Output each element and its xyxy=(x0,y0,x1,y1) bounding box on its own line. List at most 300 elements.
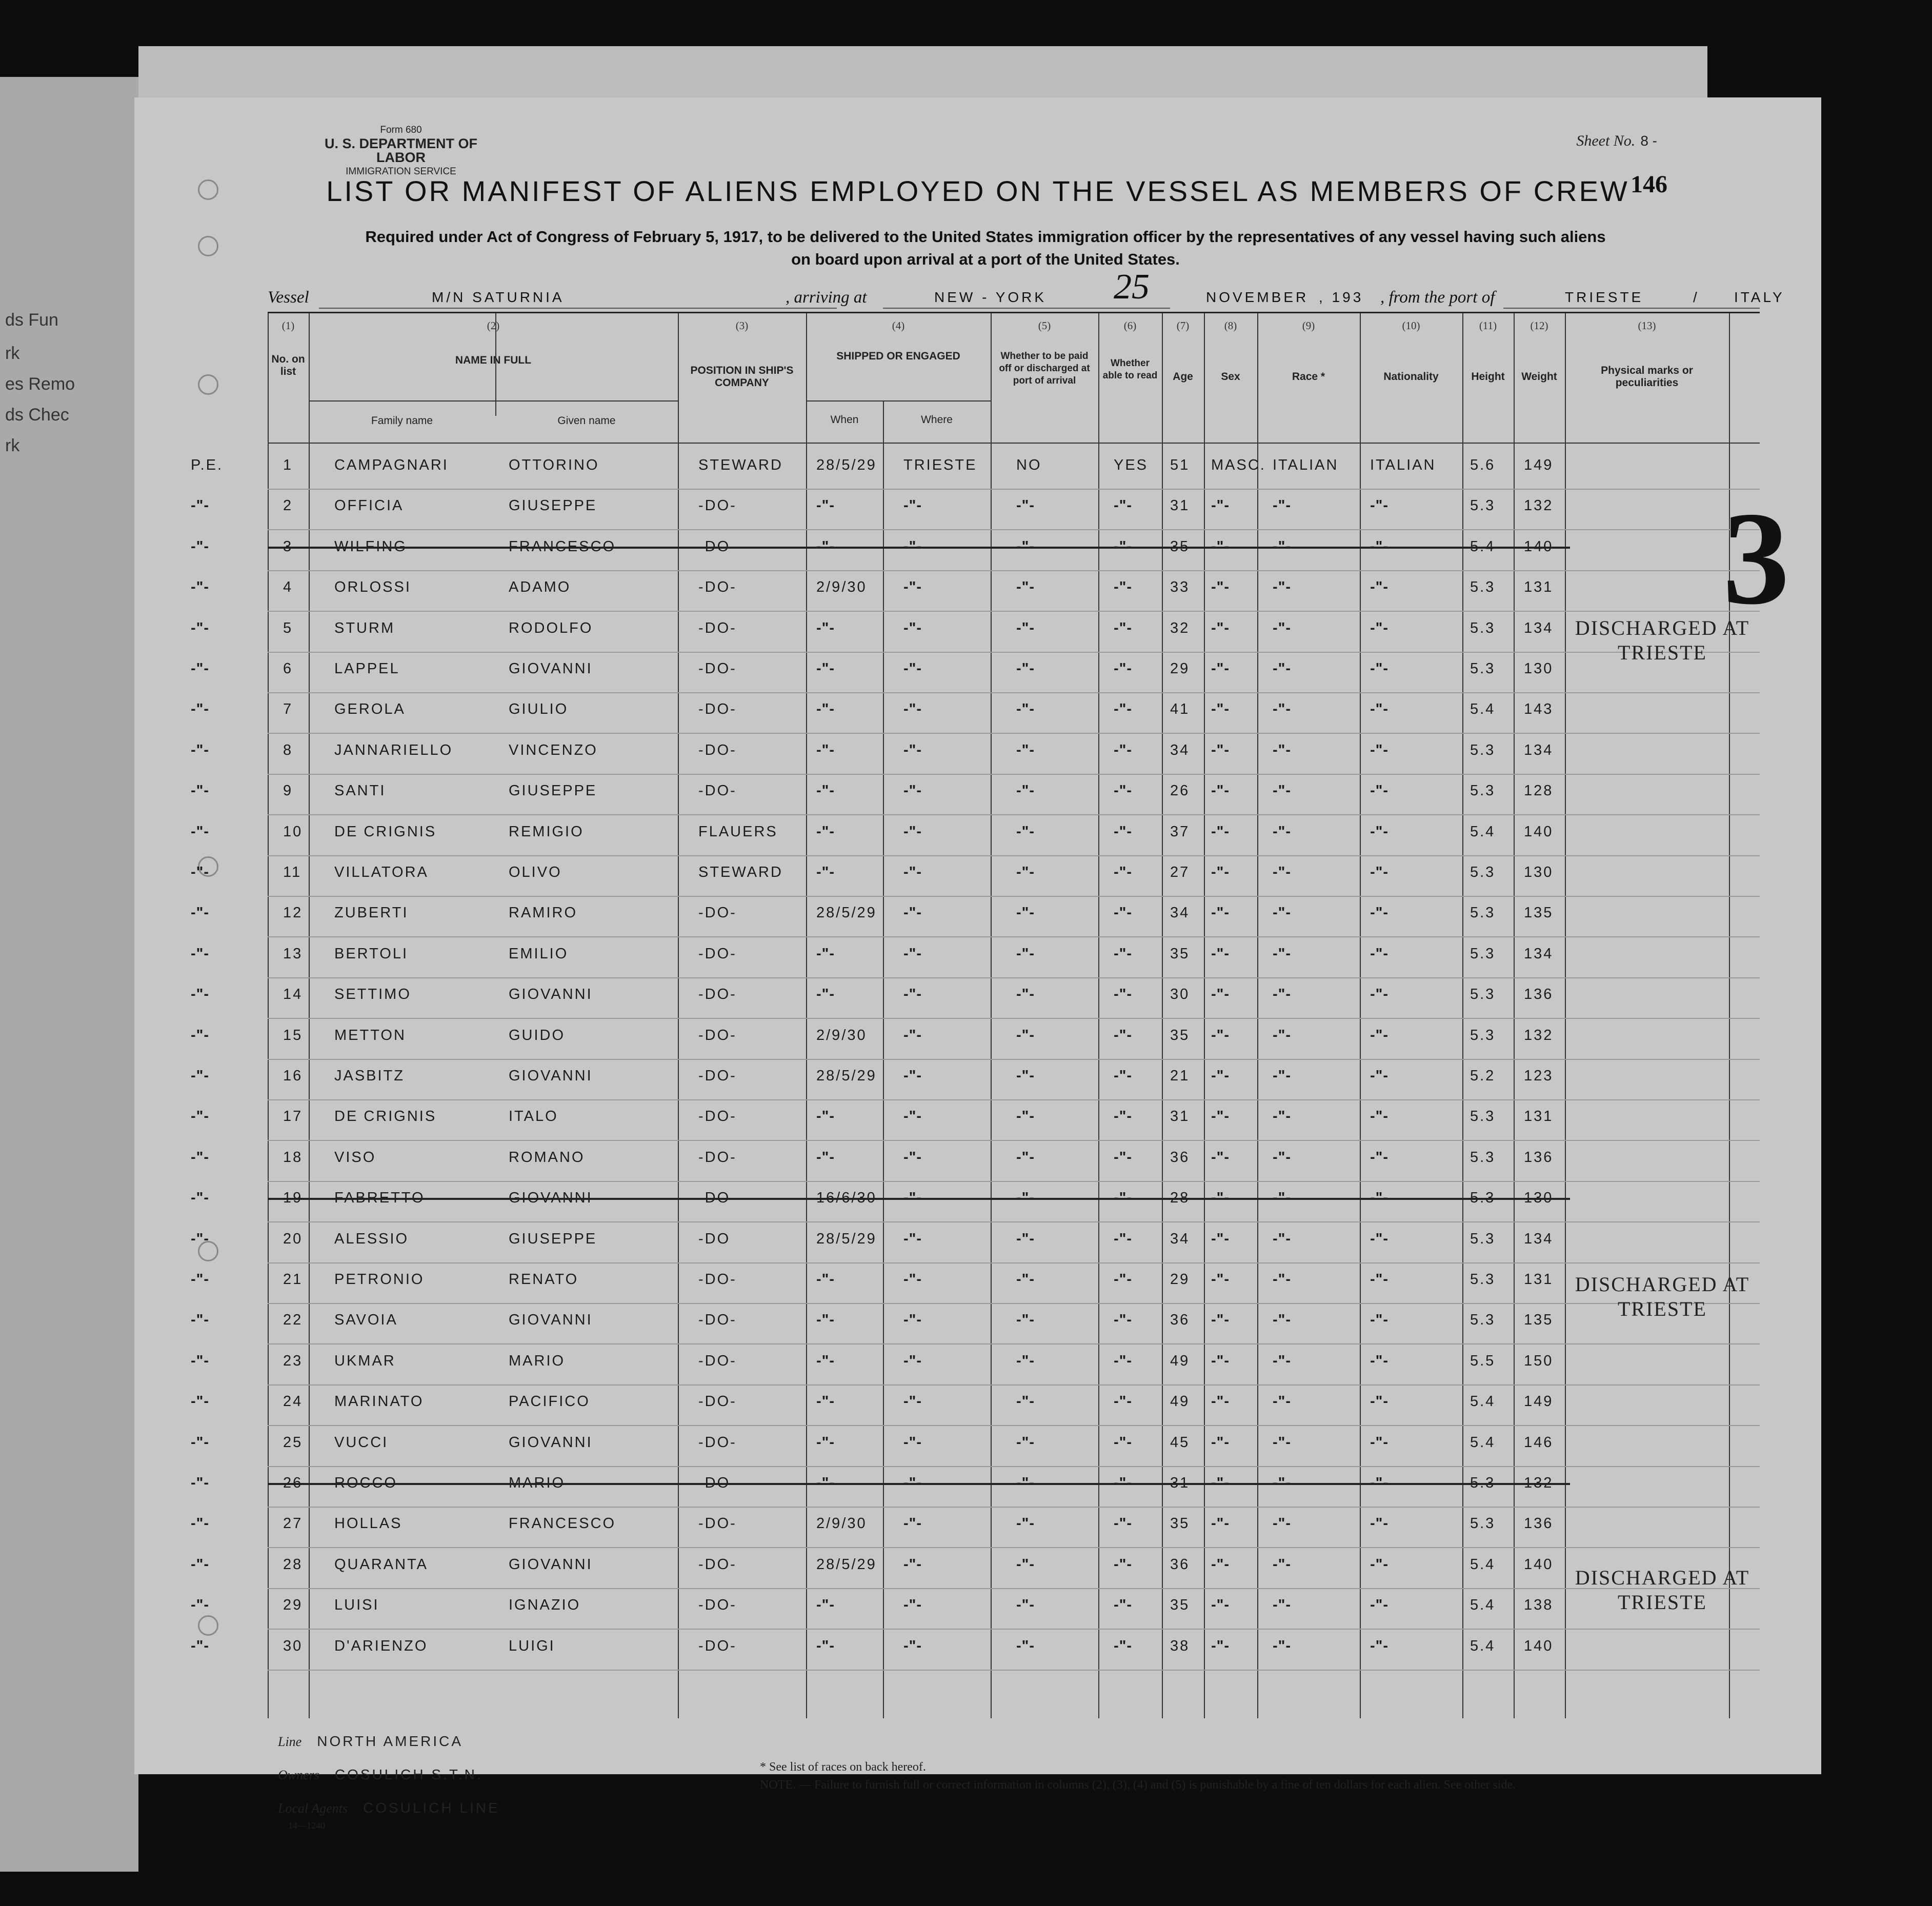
given-name-cell: RODOLFO xyxy=(509,619,593,636)
race-cell: -"- xyxy=(1273,1068,1292,1084)
shipped-where-cell: -"- xyxy=(903,1515,922,1532)
sex-cell: -"- xyxy=(1211,1637,1230,1654)
row-number-cell: 7 xyxy=(283,701,293,718)
adjacent-page-strip xyxy=(0,77,138,1872)
weight-cell: 149 xyxy=(1524,457,1554,473)
col-number: (11) xyxy=(1479,319,1497,332)
shipped-when-cell: 28/5/29 xyxy=(816,1068,877,1084)
subtitle-line: Required under Act of Congress of February 5, 1917, to be delivered to the United States immigration officer by the representatives of any vessel having such aliens xyxy=(365,228,1606,246)
shipped-when-cell: -"- xyxy=(816,1108,835,1125)
shipped-when-cell: -"- xyxy=(816,1312,835,1329)
weight-cell: 123 xyxy=(1524,1068,1554,1084)
weight-cell: 132 xyxy=(1524,497,1554,514)
shipped-where-cell: TRIESTE xyxy=(903,457,977,473)
paid-off-cell: -"- xyxy=(1016,986,1035,1003)
able-to-read-cell: -"- xyxy=(1114,579,1133,596)
shipped-where-cell: -"- xyxy=(903,579,922,596)
able-to-read-cell: -"- xyxy=(1114,986,1133,1003)
paid-off-cell: -"- xyxy=(1016,1475,1035,1491)
sex-cell: -"- xyxy=(1211,823,1230,840)
row-mark-cell: -"- xyxy=(191,1068,210,1084)
sex-cell: -"- xyxy=(1211,1190,1230,1207)
nationality-cell: -"- xyxy=(1370,579,1389,596)
row-mark-cell: -"- xyxy=(191,741,210,758)
paid-off-cell: -"- xyxy=(1016,1149,1035,1166)
agents-value: COSULICH LINE xyxy=(363,1800,500,1816)
family-name-cell: LAPPEL xyxy=(334,660,400,677)
given-name-cell: GIULIO xyxy=(509,701,569,718)
age-cell: 34 xyxy=(1170,1230,1190,1247)
sex-cell: -"- xyxy=(1211,619,1230,636)
row-mark-cell: -"- xyxy=(191,905,210,921)
given-name-cell: LUIGI xyxy=(509,1637,555,1654)
height-cell: 5.3 xyxy=(1470,579,1496,596)
nationality-cell: -"- xyxy=(1370,701,1389,718)
line-label: Line xyxy=(278,1734,302,1749)
position-cell: -DO- xyxy=(698,783,737,799)
family-name-cell: VILLATORA xyxy=(334,864,429,880)
family-name-cell: GEROLA xyxy=(334,701,406,718)
weight-cell: 136 xyxy=(1524,1515,1554,1532)
row-mark-cell: -"- xyxy=(191,1556,210,1573)
table-row xyxy=(191,614,1760,654)
height-cell: 5.3 xyxy=(1470,1108,1496,1125)
age-cell: 41 xyxy=(1170,701,1190,718)
able-to-read-cell: -"- xyxy=(1114,1027,1133,1044)
age-cell: 51 xyxy=(1170,457,1190,473)
able-to-read-cell: -"- xyxy=(1114,1393,1133,1410)
able-to-read-cell: -"- xyxy=(1114,1190,1133,1207)
penalty-note: NOTE. — Failure to furnish full or correct information in columns (2), (3), (4) and (5) is punishable by a fine of ten dollars for each alien. See other side. xyxy=(760,1778,1516,1792)
height-cell: 5.4 xyxy=(1470,1434,1496,1451)
shipped-where-cell: -"- xyxy=(903,741,922,758)
given-name-cell: GIOVANNI xyxy=(509,1068,593,1084)
height-cell: 5.4 xyxy=(1470,1637,1496,1654)
shipped-when-cell: 28/5/29 xyxy=(816,905,877,921)
able-to-read-cell: -"- xyxy=(1114,1597,1133,1614)
header-sex: Sex xyxy=(1221,371,1240,383)
agents-label: Local Agents xyxy=(278,1801,348,1816)
race-cell: -"- xyxy=(1273,497,1292,514)
age-cell: 35 xyxy=(1170,1597,1190,1614)
able-to-read-cell: -"- xyxy=(1114,538,1133,555)
position-cell: -DO- xyxy=(698,905,737,921)
family-name-cell: PETRONIO xyxy=(334,1271,425,1288)
manifest-table xyxy=(191,312,1760,1718)
form-number: Form 680 xyxy=(380,125,422,135)
paid-off-cell: -"- xyxy=(1016,1312,1035,1329)
race-cell: -"- xyxy=(1273,945,1292,962)
header-weight: Weight xyxy=(1521,371,1557,383)
shipped-when-cell: 28/5/29 xyxy=(816,1556,877,1573)
row-number-cell: 4 xyxy=(283,579,293,596)
row-mark-cell: -"- xyxy=(191,660,210,677)
row-number-cell: 16 xyxy=(283,1068,303,1084)
strikethrough-line xyxy=(268,1198,1570,1200)
position-cell: -DO- xyxy=(698,741,737,758)
nationality-cell: -"- xyxy=(1370,945,1389,962)
race-cell: -"- xyxy=(1273,1230,1292,1247)
row-mark-cell: -"- xyxy=(191,1108,210,1125)
family-name-cell: OFFICIA xyxy=(334,497,404,514)
sex-cell: -"- xyxy=(1211,1271,1230,1288)
nationality-cell: -"- xyxy=(1370,905,1389,921)
col-number: (9) xyxy=(1302,319,1315,332)
header-paid-off: Whether to be paid off or discharged at port of arrival xyxy=(999,351,1090,386)
height-cell: 5.3 xyxy=(1470,945,1496,962)
paid-off-cell: -"- xyxy=(1016,1190,1035,1207)
nationality-cell: -"- xyxy=(1370,1027,1389,1044)
age-cell: 21 xyxy=(1170,1068,1190,1084)
header-physical-marks: Physical marks or peculiarities xyxy=(1601,365,1693,389)
sex-cell: -"- xyxy=(1211,986,1230,1003)
weight-cell: 128 xyxy=(1524,783,1554,799)
shipped-when-cell: 16/6/30 xyxy=(816,1190,877,1207)
sex-cell: -"- xyxy=(1211,1434,1230,1451)
age-cell: 36 xyxy=(1170,1312,1190,1329)
race-cell: -"- xyxy=(1273,1190,1292,1207)
col-number: (2) xyxy=(487,319,500,332)
height-cell: 5.3 xyxy=(1470,986,1496,1003)
able-to-read-cell: -"- xyxy=(1114,823,1133,840)
shipped-where-cell: -"- xyxy=(903,660,922,677)
position-cell: FLAUERS xyxy=(698,823,778,840)
row-number-cell: 11 xyxy=(283,864,302,880)
age-cell: 35 xyxy=(1170,1515,1190,1532)
form-code: 14—1240 xyxy=(288,1820,325,1831)
row-mark-cell: -"- xyxy=(191,1312,210,1329)
strikethrough-line xyxy=(268,1483,1570,1485)
able-to-read-cell: -"- xyxy=(1114,497,1133,514)
able-to-read-cell: -"- xyxy=(1114,1637,1133,1654)
paid-off-cell: -"- xyxy=(1016,741,1035,758)
race-cell: -"- xyxy=(1273,701,1292,718)
paid-off-cell: -"- xyxy=(1016,579,1035,596)
table-row xyxy=(191,1632,1760,1672)
weight-cell: 130 xyxy=(1524,660,1554,677)
family-name-cell: WILFING xyxy=(334,538,407,555)
paid-off-cell: -"- xyxy=(1016,1271,1035,1288)
department-name: U. S. DEPARTMENT OF LABOR xyxy=(324,136,477,165)
shipped-when-cell: -"- xyxy=(816,660,835,677)
height-cell: 5.3 xyxy=(1470,1515,1496,1532)
race-cell: -"- xyxy=(1273,1475,1292,1491)
family-name-cell: DE CRIGNIS xyxy=(334,823,437,840)
family-name-cell: HOLLAS xyxy=(334,1515,402,1532)
given-name-cell: EMILIO xyxy=(509,945,569,962)
row-mark-cell: -"- xyxy=(191,1230,210,1247)
header-name-in-full: NAME IN FULL xyxy=(455,354,532,366)
age-cell: 36 xyxy=(1170,1149,1190,1166)
position-cell: -DO- xyxy=(698,701,737,718)
port-separator: / xyxy=(1693,289,1700,305)
col-number: (3) xyxy=(735,319,749,332)
discharged-port: TRIESTE xyxy=(1618,1297,1707,1320)
family-name-cell: SETTIMO xyxy=(334,986,411,1003)
punch-hole xyxy=(198,374,218,395)
position-cell: -DO- xyxy=(698,579,737,596)
height-cell: 5.3 xyxy=(1470,905,1496,921)
race-cell: -"- xyxy=(1273,538,1292,555)
fragment-text: ds Fun xyxy=(5,310,58,330)
age-cell: 35 xyxy=(1170,1027,1190,1044)
family-name-cell: UKMAR xyxy=(334,1352,396,1369)
row-number-cell: 23 xyxy=(283,1352,303,1369)
header-family-name: Family name xyxy=(371,415,433,427)
paid-off-cell: -"- xyxy=(1016,660,1035,677)
paid-off-cell: -"- xyxy=(1016,864,1035,880)
races-note: * See list of races on back hereof. xyxy=(760,1760,926,1774)
given-name-cell: ITALO xyxy=(509,1108,558,1125)
row-mark-cell: -"- xyxy=(191,619,210,636)
table-row xyxy=(191,1347,1760,1387)
given-name-cell: RAMIRO xyxy=(509,905,577,921)
sex-cell: -"- xyxy=(1211,538,1230,555)
fragment-text: ds Chec xyxy=(5,405,69,425)
row-mark-cell: -"- xyxy=(191,783,210,799)
discharged-text: DISCHARGED AT xyxy=(1575,616,1750,639)
table-row xyxy=(191,898,1760,938)
weight-cell: 132 xyxy=(1524,1475,1554,1491)
given-name-cell: OTTORINO xyxy=(509,457,599,473)
height-cell: 5.2 xyxy=(1470,1068,1496,1084)
race-cell: -"- xyxy=(1273,1352,1292,1369)
height-cell: 5.5 xyxy=(1470,1352,1496,1369)
age-cell: 49 xyxy=(1170,1352,1190,1369)
race-cell: -"- xyxy=(1273,1312,1292,1329)
paid-off-cell: NO xyxy=(1016,457,1042,473)
table-row xyxy=(191,980,1760,1020)
given-name-cell: ROMANO xyxy=(509,1149,585,1166)
family-name-cell: VUCCI xyxy=(334,1434,389,1451)
paid-off-cell: -"- xyxy=(1016,538,1035,555)
footer-line xyxy=(278,1733,463,1750)
age-cell: 45 xyxy=(1170,1434,1190,1451)
nationality-cell: -"- xyxy=(1370,1108,1389,1125)
nationality-cell: -"- xyxy=(1370,1271,1389,1288)
col-number: (8) xyxy=(1224,319,1237,332)
table-row xyxy=(191,451,1760,491)
sex-cell: MASC. xyxy=(1211,457,1266,473)
weight-cell: 131 xyxy=(1524,1108,1554,1125)
sex-cell: -"- xyxy=(1211,783,1230,799)
age-cell: 27 xyxy=(1170,864,1190,880)
shipped-when-cell: -"- xyxy=(816,1597,835,1614)
able-to-read-cell: -"- xyxy=(1114,1068,1133,1084)
discharged-text: DISCHARGED AT xyxy=(1575,1566,1750,1589)
page-number: 146 xyxy=(1631,171,1667,198)
shipped-when-cell: 28/5/29 xyxy=(816,457,877,473)
header-no-on-list: No. on list xyxy=(271,353,305,377)
given-name-cell: IGNAZIO xyxy=(509,1597,581,1614)
row-mark-cell: -"- xyxy=(191,1149,210,1166)
position-cell: -DO- xyxy=(698,1271,737,1288)
paid-off-cell: -"- xyxy=(1016,701,1035,718)
shipped-where-cell: -"- xyxy=(903,1149,922,1166)
nationality-cell: -"- xyxy=(1370,864,1389,880)
family-name-cell: STURM xyxy=(334,619,395,636)
position-cell: -DO- xyxy=(698,1556,737,1573)
footer-owners xyxy=(278,1767,483,1783)
row-mark-cell: -"- xyxy=(191,1597,210,1614)
race-cell: -"- xyxy=(1273,741,1292,758)
service-name: IMMIGRATION SERVICE xyxy=(346,166,456,177)
header-where: Where xyxy=(921,414,953,426)
discharged-note xyxy=(1560,1272,1765,1321)
row-mark-cell: -"- xyxy=(191,945,210,962)
country-value: ITALY xyxy=(1734,289,1785,305)
family-name-cell: SAVOIA xyxy=(334,1312,398,1329)
nationality-cell: -"- xyxy=(1370,783,1389,799)
family-name-cell: ORLOSSI xyxy=(334,579,411,596)
strikethrough-line xyxy=(268,547,1570,549)
sheet-number xyxy=(1576,132,1657,150)
given-name-cell: GUIDO xyxy=(509,1027,566,1044)
col-number: (1) xyxy=(281,319,295,332)
col-number: (12) xyxy=(1530,319,1548,332)
sex-cell: -"- xyxy=(1211,1149,1230,1166)
paid-off-cell: -"- xyxy=(1016,1556,1035,1573)
table-row xyxy=(191,532,1760,572)
arrival-day: 25 xyxy=(1114,267,1150,307)
sex-cell: -"- xyxy=(1211,660,1230,677)
weight-cell: 140 xyxy=(1524,823,1554,840)
table-row xyxy=(191,695,1760,735)
sex-cell: -"- xyxy=(1211,905,1230,921)
family-name-cell: MARINATO xyxy=(334,1393,424,1410)
position-cell: -DO- xyxy=(698,1149,737,1166)
nationality-cell: -"- xyxy=(1370,619,1389,636)
position-cell: -DO- xyxy=(698,1434,737,1451)
shipped-when-cell: -"- xyxy=(816,1393,835,1410)
able-to-read-cell: -"- xyxy=(1114,1352,1133,1369)
family-name-cell: DE CRIGNIS xyxy=(334,1108,437,1125)
given-name-cell: FRANCESCO xyxy=(509,1515,616,1532)
position-cell: -DO- xyxy=(698,538,737,555)
fragment-text: rk xyxy=(5,344,20,363)
nationality-cell: -"- xyxy=(1370,1434,1389,1451)
arrival-year: , 193 xyxy=(1319,289,1364,305)
table-row xyxy=(191,1306,1760,1346)
weight-cell: 130 xyxy=(1524,1190,1554,1207)
col-number: (5) xyxy=(1038,319,1051,332)
position-cell: STEWARD xyxy=(698,864,783,880)
nationality-cell: -"- xyxy=(1370,986,1389,1003)
weight-cell: 134 xyxy=(1524,945,1554,962)
height-cell: 5.3 xyxy=(1470,497,1496,514)
shipped-where-cell: -"- xyxy=(903,823,922,840)
paid-off-cell: -"- xyxy=(1016,1027,1035,1044)
race-cell: -"- xyxy=(1273,1556,1292,1573)
paid-off-cell: -"- xyxy=(1016,823,1035,840)
given-name-cell: GIOVANNI xyxy=(509,1190,593,1207)
nationality-cell: -"- xyxy=(1370,538,1389,555)
nationality-cell: -"- xyxy=(1370,741,1389,758)
table-row xyxy=(191,1591,1760,1631)
paid-off-cell: -"- xyxy=(1016,1597,1035,1614)
age-cell: 26 xyxy=(1170,783,1190,799)
nationality-cell: -"- xyxy=(1370,1637,1389,1654)
family-name-cell: FABRETTO xyxy=(334,1190,425,1207)
race-cell: -"- xyxy=(1273,579,1292,596)
row-mark-cell: -"- xyxy=(191,986,210,1003)
table-row xyxy=(191,1509,1760,1549)
sheet-value: 8 - xyxy=(1640,133,1657,149)
shipped-where-cell: -"- xyxy=(903,1230,922,1247)
row-number-cell: 18 xyxy=(283,1149,303,1166)
position-cell: -DO- xyxy=(698,497,737,514)
shipped-where-cell: -"- xyxy=(903,783,922,799)
race-cell: -"- xyxy=(1273,864,1292,880)
age-cell: 31 xyxy=(1170,1108,1190,1125)
shipped-where-cell: -"- xyxy=(903,1393,922,1410)
race-cell: -"- xyxy=(1273,1515,1292,1532)
row-number-cell: 6 xyxy=(283,660,293,677)
header-when: When xyxy=(830,414,859,426)
sex-cell: -"- xyxy=(1211,1352,1230,1369)
shipped-where-cell: -"- xyxy=(903,1556,922,1573)
age-cell: 34 xyxy=(1170,905,1190,921)
height-cell: 5.6 xyxy=(1470,457,1496,473)
paid-off-cell: -"- xyxy=(1016,1515,1035,1532)
discharged-port: TRIESTE xyxy=(1618,641,1707,664)
race-cell: -"- xyxy=(1273,1637,1292,1654)
able-to-read-cell: -"- xyxy=(1114,1149,1133,1166)
shipped-where-cell: -"- xyxy=(903,1108,922,1125)
family-name-cell: JANNARIELLO xyxy=(334,741,453,758)
col-number: (10) xyxy=(1402,319,1420,332)
header-position: POSITION IN SHIP'S COMPANY xyxy=(690,365,794,389)
weight-cell: 143 xyxy=(1524,701,1554,718)
subtitle xyxy=(268,226,1703,271)
owners-label: Owners xyxy=(278,1768,319,1782)
height-cell: 5.4 xyxy=(1470,823,1496,840)
race-cell: -"- xyxy=(1273,1434,1292,1451)
position-cell: -DO- xyxy=(698,619,737,636)
age-cell: 31 xyxy=(1170,497,1190,514)
table-row xyxy=(191,573,1760,613)
shipped-where-cell: -"- xyxy=(903,1637,922,1654)
able-to-read-cell: -"- xyxy=(1114,783,1133,799)
given-name-cell: GIOVANNI xyxy=(509,660,593,677)
table-row xyxy=(191,1183,1760,1223)
weight-cell: 132 xyxy=(1524,1027,1554,1044)
height-cell: 5.3 xyxy=(1470,1190,1496,1207)
paid-off-cell: -"- xyxy=(1016,945,1035,962)
paid-off-cell: -"- xyxy=(1016,1637,1035,1654)
table-row xyxy=(191,817,1760,857)
row-number-cell: 2 xyxy=(283,497,293,514)
race-cell: -"- xyxy=(1273,1271,1292,1288)
sex-cell: -"- xyxy=(1211,945,1230,962)
position-cell: -DO xyxy=(698,1230,731,1247)
paid-off-cell: -"- xyxy=(1016,497,1035,514)
shipped-when-cell: 2/9/30 xyxy=(816,1027,867,1044)
weight-cell: 130 xyxy=(1524,864,1554,880)
shipped-when-cell: -"- xyxy=(816,497,835,514)
position-cell: -DO- xyxy=(698,986,737,1003)
weight-cell: 131 xyxy=(1524,1271,1554,1288)
header-shipped-or-engaged: SHIPPED OR ENGAGED xyxy=(836,350,960,362)
family-name-cell: CAMPAGNARI xyxy=(334,457,449,473)
header-nationality: Nationality xyxy=(1383,371,1439,383)
height-cell: 5.3 xyxy=(1470,741,1496,758)
race-cell: -"- xyxy=(1273,986,1292,1003)
height-cell: 5.3 xyxy=(1470,619,1496,636)
nationality-cell: -"- xyxy=(1370,1393,1389,1410)
race-cell: -"- xyxy=(1273,1149,1292,1166)
discharged-port: TRIESTE xyxy=(1618,1591,1707,1614)
